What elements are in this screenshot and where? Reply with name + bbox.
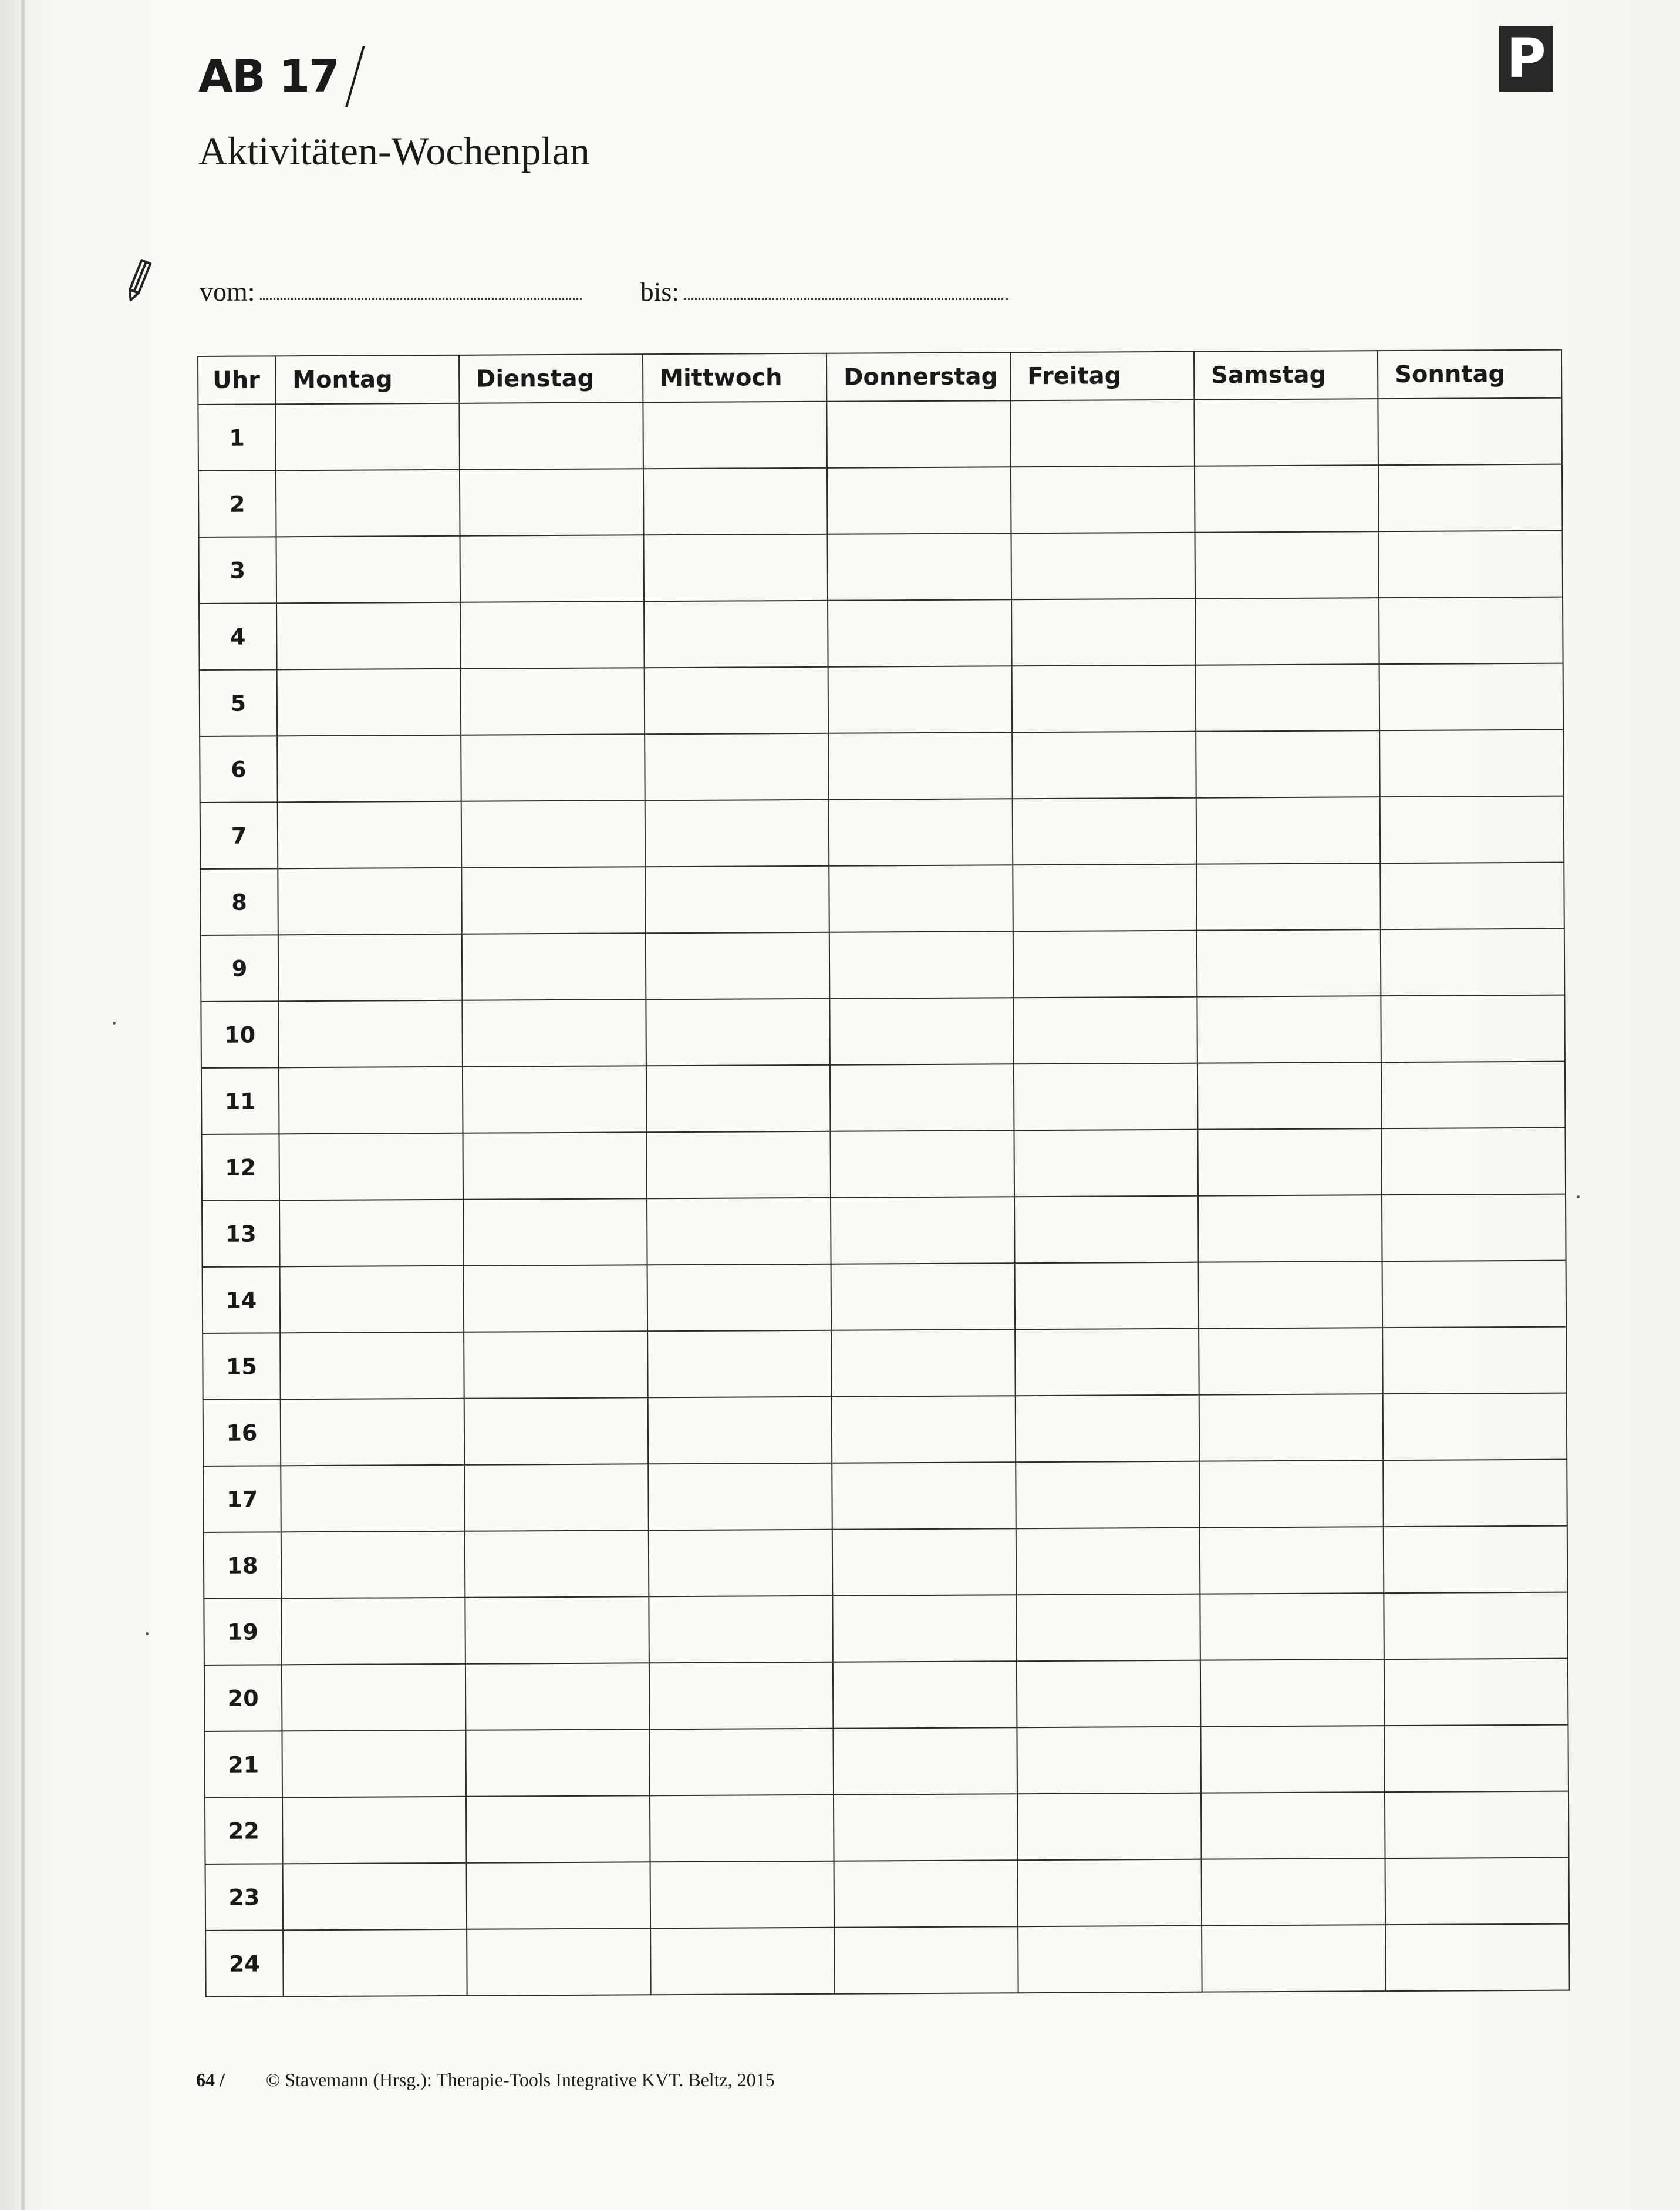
activity-cell-freitag[interactable] [1011, 466, 1195, 534]
activity-cell-samstag[interactable] [1195, 531, 1379, 599]
activity-cell-dienstag[interactable] [464, 1265, 648, 1332]
hour-label: 3 [199, 537, 277, 604]
activity-cell-mittwoch[interactable] [645, 733, 829, 801]
table-row [200, 663, 1564, 736]
hour-label: 13 [202, 1200, 280, 1267]
footer [196, 2069, 775, 2091]
activity-cell-freitag[interactable] [1016, 1395, 1200, 1463]
activity-cell-mittwoch[interactable] [649, 1596, 833, 1663]
activity-cell-mittwoch[interactable] [648, 1463, 832, 1531]
table-row [205, 1924, 1570, 1997]
table-row [205, 1791, 1569, 1864]
activity-cell-dienstag[interactable] [461, 668, 645, 735]
activity-cell-sonntag[interactable] [1378, 398, 1562, 466]
activity-cell-montag[interactable] [283, 1929, 467, 1997]
activity-cell-montag[interactable] [279, 1067, 463, 1134]
activity-cell-montag[interactable] [275, 403, 460, 471]
activity-cell-freitag[interactable] [1013, 931, 1197, 998]
activity-cell-freitag[interactable] [1013, 864, 1197, 932]
activity-cell-montag[interactable] [278, 934, 463, 1002]
activity-cell-montag[interactable] [283, 1863, 467, 1931]
activity-cell-freitag[interactable] [1011, 533, 1195, 600]
to-label: bis: [640, 277, 680, 306]
activity-cell-sonntag[interactable] [1378, 464, 1563, 532]
day-header-freitag: Freitag [1010, 352, 1194, 401]
activity-cell-montag[interactable] [282, 1664, 466, 1731]
activity-cell-freitag[interactable] [1014, 1130, 1198, 1197]
activity-cell-dienstag[interactable] [462, 999, 646, 1067]
day-header-dienstag: Dienstag [459, 354, 643, 403]
activity-cell-dienstag[interactable] [461, 800, 646, 868]
day-header-samstag: Samstag [1194, 351, 1378, 400]
activity-cell-samstag[interactable] [1199, 1460, 1384, 1528]
table-row [200, 863, 1564, 935]
activity-cell-mittwoch[interactable] [649, 1662, 834, 1730]
to-date-field[interactable] [684, 298, 1008, 300]
activity-cell-sonntag[interactable] [1383, 1393, 1567, 1461]
activity-cell-samstag[interactable] [1200, 1593, 1384, 1660]
activity-cell-montag[interactable] [279, 1200, 464, 1267]
table-row [199, 531, 1563, 604]
table-row [201, 929, 1565, 1002]
activity-cell-montag[interactable] [280, 1266, 464, 1333]
day-header-sonntag: Sonntag [1378, 350, 1561, 399]
activity-cell-freitag[interactable] [1016, 1461, 1200, 1529]
hour-label: 6 [200, 736, 278, 803]
activity-cell-mittwoch[interactable] [644, 601, 828, 668]
activity-cell-montag[interactable] [276, 536, 461, 604]
activity-cell-samstag[interactable] [1200, 1726, 1385, 1793]
activity-cell-samstag[interactable] [1199, 1328, 1383, 1395]
activity-cell-dienstag[interactable] [462, 933, 646, 1000]
activity-cell-mittwoch[interactable] [646, 1065, 831, 1133]
activity-cell-sonntag[interactable] [1381, 1128, 1566, 1195]
activity-cell-mittwoch[interactable] [643, 468, 828, 535]
activity-cell-samstag[interactable] [1201, 1792, 1385, 1859]
activity-cell-mittwoch[interactable] [647, 1330, 832, 1398]
activity-cell-freitag[interactable] [1016, 1528, 1200, 1595]
header-row [198, 350, 1561, 405]
activity-cell-sonntag[interactable] [1382, 1194, 1566, 1262]
activity-cell-sonntag[interactable] [1381, 995, 1565, 1063]
activity-cell-montag[interactable] [281, 1531, 465, 1599]
activity-cell-samstag[interactable] [1194, 399, 1378, 466]
activity-cell-montag[interactable] [282, 1797, 467, 1864]
hour-label: 20 [204, 1665, 282, 1731]
table-row [200, 796, 1564, 869]
hour-label: 5 [200, 669, 278, 736]
table-row [204, 1725, 1568, 1798]
activity-cell-samstag[interactable] [1202, 1858, 1386, 1926]
activity-cell-donnerstag[interactable] [833, 1727, 1017, 1795]
activity-cell-freitag[interactable] [1015, 1329, 1199, 1396]
activity-cell-sonntag[interactable] [1385, 1924, 1570, 1992]
activity-cell-samstag[interactable] [1196, 797, 1381, 864]
activity-cell-samstag[interactable] [1197, 1128, 1382, 1196]
activity-cell-freitag[interactable] [1013, 798, 1197, 865]
activity-cell-freitag[interactable] [1012, 732, 1196, 799]
activity-cell-dienstag[interactable] [467, 1928, 651, 1996]
activity-cell-freitag[interactable] [1017, 1727, 1201, 1794]
activity-cell-dienstag[interactable] [467, 1862, 651, 1929]
activity-cell-freitag[interactable] [1018, 1859, 1202, 1927]
activity-cell-samstag[interactable] [1195, 598, 1379, 665]
hour-label: 11 [201, 1067, 279, 1134]
citation: © Stavemann (Hrsg.): Therapie-Tools Integrative KVT. Beltz, 2015 [265, 2069, 775, 2090]
activity-cell-dienstag[interactable] [464, 1397, 649, 1465]
activity-cell-samstag[interactable] [1200, 1659, 1385, 1727]
activity-cell-montag[interactable] [278, 868, 462, 935]
activity-cell-samstag[interactable] [1196, 664, 1380, 732]
hour-label: 16 [203, 1399, 281, 1466]
table-row [201, 995, 1565, 1068]
hour-column-header: Uhr [198, 356, 275, 405]
activity-cell-montag[interactable] [281, 1399, 465, 1466]
activity-cell-samstag[interactable] [1199, 1394, 1384, 1461]
plan-body [198, 398, 1569, 1997]
activity-cell-freitag[interactable] [1013, 997, 1197, 1064]
activity-cell-donnerstag[interactable] [833, 1661, 1017, 1729]
activity-cell-montag[interactable] [277, 669, 461, 736]
table-row [203, 1261, 1567, 1333]
activity-cell-dienstag[interactable] [463, 1198, 647, 1266]
activity-cell-mittwoch[interactable] [646, 932, 830, 1000]
activity-cell-samstag[interactable] [1199, 1261, 1383, 1329]
activity-cell-sonntag[interactable] [1378, 531, 1563, 598]
activity-cell-donnerstag[interactable] [834, 1926, 1018, 1994]
activity-cell-donnerstag[interactable] [829, 799, 1013, 866]
activity-cell-donnerstag[interactable] [830, 1130, 1014, 1198]
activity-cell-mittwoch[interactable] [645, 866, 829, 934]
day-header-mittwoch: Mittwoch [643, 353, 826, 403]
table-row [205, 1858, 1570, 1931]
activity-cell-dienstag[interactable] [465, 1530, 649, 1598]
activity-cell-sonntag[interactable] [1379, 597, 1563, 665]
activity-cell-mittwoch[interactable] [646, 999, 830, 1066]
activity-cell-mittwoch[interactable] [644, 534, 828, 602]
activity-cell-mittwoch[interactable] [649, 1729, 834, 1796]
p-badge: P [1499, 26, 1553, 92]
hour-label: 22 [205, 1797, 283, 1864]
activity-cell-dienstag[interactable] [466, 1795, 650, 1863]
worksheet-title: Aktivitäten-Wochenplan [198, 129, 590, 173]
activity-cell-montag[interactable] [281, 1598, 465, 1665]
activity-cell-donnerstag[interactable] [832, 1396, 1016, 1463]
activity-cell-montag[interactable] [281, 1465, 465, 1532]
activity-cell-sonntag[interactable] [1379, 730, 1564, 797]
activity-cell-dienstag[interactable] [465, 1729, 650, 1797]
table-row [204, 1592, 1568, 1665]
activity-cell-donnerstag[interactable] [831, 1329, 1016, 1397]
activity-cell-donnerstag[interactable] [829, 998, 1014, 1065]
activity-cell-sonntag[interactable] [1383, 1460, 1567, 1527]
activity-cell-samstag[interactable] [1196, 863, 1381, 931]
table-row [203, 1327, 1567, 1400]
activity-cell-samstag[interactable] [1195, 465, 1379, 533]
speck [1577, 1195, 1580, 1198]
activity-cell-mittwoch[interactable] [650, 1928, 835, 1995]
activity-cell-montag[interactable] [276, 470, 460, 537]
activity-cell-montag[interactable] [278, 1000, 463, 1068]
from-label: vom: [200, 277, 255, 306]
activity-cell-donnerstag[interactable] [826, 400, 1011, 468]
activity-cell-sonntag[interactable] [1384, 1725, 1568, 1793]
hour-label: 24 [205, 1930, 284, 1997]
activity-cell-samstag[interactable] [1200, 1527, 1384, 1594]
activity-cell-donnerstag[interactable] [829, 865, 1013, 932]
hour-label: 12 [201, 1134, 279, 1201]
activity-cell-dienstag[interactable] [465, 1596, 649, 1664]
from-date-field[interactable] [260, 298, 582, 300]
activity-cell-samstag[interactable] [1202, 1925, 1386, 1992]
pencil-icon [124, 257, 154, 304]
speck [113, 1022, 116, 1025]
activity-cell-freitag[interactable] [1014, 1196, 1199, 1264]
activity-cell-montag[interactable] [279, 1133, 463, 1201]
table-row [198, 464, 1563, 537]
hour-label: 18 [204, 1532, 282, 1599]
activity-cell-samstag[interactable] [1197, 1062, 1382, 1130]
activity-cell-mittwoch[interactable] [646, 1131, 831, 1199]
activity-cell-sonntag[interactable] [1385, 1791, 1569, 1859]
hour-label: 21 [204, 1731, 282, 1798]
activity-cell-dienstag[interactable] [459, 402, 643, 470]
hour-label: 2 [198, 470, 276, 537]
activity-cell-donnerstag[interactable] [828, 732, 1013, 800]
activity-cell-dienstag[interactable] [460, 469, 644, 536]
activity-cell-sonntag[interactable] [1385, 1858, 1570, 1925]
activity-cell-donnerstag[interactable] [834, 1794, 1018, 1861]
activity-cell-donnerstag[interactable] [832, 1595, 1017, 1662]
hour-label: 14 [203, 1266, 281, 1333]
activity-cell-freitag[interactable] [1014, 1063, 1198, 1131]
activity-cell-sonntag[interactable] [1380, 863, 1564, 930]
activity-cell-donnerstag[interactable] [827, 533, 1011, 601]
table-row [204, 1526, 1568, 1599]
activity-cell-donnerstag[interactable] [828, 666, 1013, 733]
activity-cell-mittwoch[interactable] [645, 800, 829, 867]
table-row [204, 1659, 1568, 1731]
table-row [200, 730, 1564, 803]
date-range [200, 276, 1008, 307]
hour-label: 4 [199, 603, 277, 670]
table-row [202, 1194, 1566, 1267]
activity-cell-mittwoch[interactable] [649, 1530, 833, 1597]
activity-cell-dienstag[interactable] [461, 867, 646, 934]
activity-cell-donnerstag[interactable] [834, 1860, 1018, 1928]
activity-cell-freitag[interactable] [1012, 665, 1196, 733]
hour-label: 1 [198, 404, 276, 471]
activity-cell-dienstag[interactable] [460, 601, 645, 669]
hour-label: 9 [201, 935, 279, 1002]
worksheet-code-text: AB 17 [198, 50, 339, 102]
activity-cell-sonntag[interactable] [1384, 1592, 1568, 1660]
activity-cell-dienstag[interactable] [461, 734, 645, 801]
activity-cell-mittwoch[interactable] [647, 1264, 832, 1332]
activity-cell-mittwoch[interactable] [643, 402, 827, 469]
worksheet-header [198, 46, 590, 174]
worksheet-code [198, 46, 590, 102]
activity-cell-donnerstag[interactable] [832, 1462, 1016, 1530]
activity-cell-montag[interactable] [280, 1332, 464, 1400]
table-row [201, 1128, 1566, 1201]
activity-cell-sonntag[interactable] [1381, 929, 1565, 996]
activity-cell-dienstag[interactable] [463, 1132, 647, 1200]
activity-cell-samstag[interactable] [1197, 996, 1381, 1063]
page-number: 64 / [196, 2069, 225, 2090]
activity-cell-samstag[interactable] [1197, 929, 1381, 997]
activity-cell-dienstag[interactable] [463, 1066, 647, 1133]
activity-cell-sonntag[interactable] [1380, 796, 1564, 864]
activity-cell-donnerstag[interactable] [832, 1528, 1017, 1596]
activity-cell-dienstag[interactable] [464, 1331, 648, 1399]
table-row [198, 398, 1562, 471]
activity-cell-mittwoch[interactable] [650, 1861, 835, 1929]
hour-label: 8 [200, 868, 278, 935]
page-edge [21, 0, 25, 2210]
hour-label: 7 [200, 802, 278, 869]
activity-cell-freitag[interactable] [1015, 1262, 1199, 1330]
hour-label: 23 [205, 1864, 284, 1931]
activity-cell-sonntag[interactable] [1382, 1327, 1567, 1394]
table-row [203, 1393, 1567, 1466]
activity-cell-dienstag[interactable] [460, 535, 645, 602]
table-row [203, 1460, 1567, 1532]
activity-cell-samstag[interactable] [1198, 1195, 1382, 1262]
hour-label: 17 [203, 1466, 281, 1532]
table-row [201, 1062, 1566, 1134]
activity-cell-freitag[interactable] [1017, 1793, 1202, 1861]
activity-cell-freitag[interactable] [1018, 1926, 1202, 1993]
hour-label: 10 [201, 1001, 279, 1068]
activity-cell-sonntag[interactable] [1384, 1526, 1568, 1594]
activity-cell-sonntag[interactable] [1381, 1062, 1566, 1129]
activity-cell-freitag[interactable] [1016, 1594, 1200, 1662]
activity-cell-mittwoch[interactable] [650, 1795, 834, 1862]
activity-cell-dienstag[interactable] [465, 1663, 650, 1730]
activity-cell-mittwoch[interactable] [648, 1397, 832, 1464]
activity-cell-montag[interactable] [276, 602, 461, 670]
weekly-plan-table [197, 349, 1570, 1997]
activity-cell-dienstag[interactable] [464, 1464, 649, 1531]
speck [146, 1632, 149, 1635]
activity-cell-mittwoch[interactable] [645, 667, 829, 735]
activity-cell-donnerstag[interactable] [830, 1064, 1014, 1131]
activity-cell-donnerstag[interactable] [831, 1197, 1015, 1264]
table-row [199, 597, 1563, 670]
activity-cell-montag[interactable] [282, 1730, 466, 1798]
activity-cell-donnerstag[interactable] [829, 931, 1014, 999]
activity-cell-donnerstag[interactable] [828, 599, 1012, 667]
activity-cell-mittwoch[interactable] [647, 1198, 831, 1265]
day-header-donnerstag: Donnerstag [826, 352, 1010, 402]
slash-divider [345, 46, 365, 107]
activity-cell-sonntag[interactable] [1384, 1659, 1568, 1726]
activity-cell-samstag[interactable] [1196, 730, 1380, 798]
activity-cell-donnerstag[interactable] [827, 467, 1011, 534]
activity-cell-montag[interactable] [277, 735, 461, 803]
day-header-montag: Montag [275, 355, 459, 405]
activity-cell-montag[interactable] [278, 801, 462, 869]
activity-cell-freitag[interactable] [1011, 599, 1196, 666]
hour-label: 19 [204, 1598, 282, 1665]
activity-cell-sonntag[interactable] [1379, 663, 1564, 731]
activity-cell-freitag[interactable] [1010, 400, 1195, 467]
activity-cell-freitag[interactable] [1017, 1660, 1201, 1728]
hour-label: 15 [203, 1333, 281, 1400]
activity-cell-donnerstag[interactable] [831, 1263, 1016, 1330]
activity-cell-sonntag[interactable] [1382, 1261, 1567, 1328]
